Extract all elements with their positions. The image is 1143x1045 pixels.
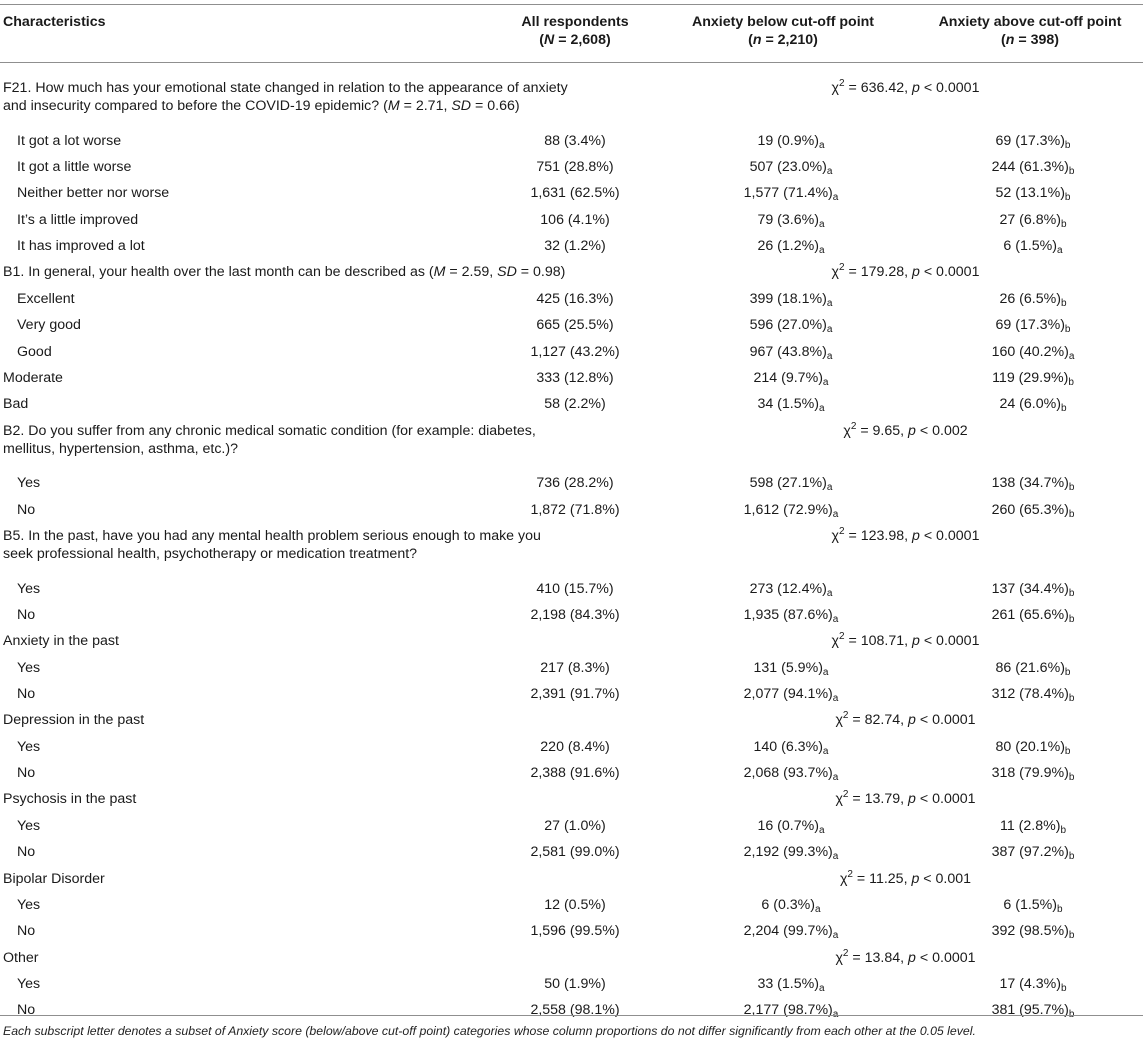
header-anxiety-above <box>915 13 1143 49</box>
cell-anxiety-above: 260 $(65.3\%)_b$ <box>991 501 1075 520</box>
subscript-letter: b <box>1068 1009 1075 1021</box>
subscript-letter: b <box>1060 403 1067 415</box>
header-characteristics: Characteristics <box>3 14 106 30</box>
section-title-line: Anxiety in the past <box>3 633 119 650</box>
row-label: It’s a little improved <box>17 211 139 228</box>
cell-anxiety-below: 2,077 $(94.1\%)_a$ <box>743 686 839 705</box>
cell-anxiety-above: 6 $(1.5\%)_a$ <box>1003 238 1063 257</box>
cell-anxiety-below: 2,177 $(98.7\%)_a$ <box>743 1002 839 1021</box>
cell-anxiety-below: 399 $(18.1\%)_a$ <box>749 290 833 309</box>
cell-all-respondents: 88 (3.4%) <box>544 132 606 149</box>
section-title-line: mellitus, hypertension, asthma, etc.)? <box>3 440 238 457</box>
cell-anxiety-below: 2,192 $(99.3\%)_a$ <box>743 844 839 863</box>
chi-square-statistic: $\chi^2 = 108.71$, p < 0.0001 <box>831 631 980 650</box>
footnote: Each subscript letter denotes a subset of Anxiety score (below/above cut-off point) categories whose column proportions do not differ significantly from each other at the 0.05 level. <box>3 1024 976 1038</box>
cell-all-respondents: 27 (1.0%) <box>544 817 606 834</box>
cell-all-respondents: 333 (12.8%) <box>536 369 614 386</box>
cell-anxiety-above: 261 $(65.6\%)_b$ <box>991 607 1075 625</box>
cell-all-respondents: 12 (0.5%) <box>544 896 606 913</box>
subscript-letter: b <box>1064 139 1071 151</box>
section-title-line: Bipolar Disorder <box>3 870 105 887</box>
cell-all-respondents: 736 (28.2%) <box>536 475 614 492</box>
cell-anxiety-above: 24 $(6.0\%)_b$ <box>999 396 1067 415</box>
section-title <box>3 949 38 967</box>
subscript-letter: a <box>818 139 825 151</box>
subscript-letter: b <box>1068 376 1074 388</box>
cell-anxiety-above: 392 $(98.5\%)_b$ <box>991 923 1075 942</box>
header-anxiety-below-n: (n = 2,210) <box>748 32 818 48</box>
superscript-2: 2 <box>838 262 845 274</box>
row-label: Yes <box>17 738 41 755</box>
cell-anxiety-below: 2,204 $(99.7\%)_a$ <box>743 923 839 942</box>
cell-anxiety-above: 86 $(21.6\%)_b$ <box>995 659 1071 678</box>
section-title <box>3 79 568 115</box>
cell-all-respondents: 58 (2.2%) <box>544 396 606 413</box>
row-label: No <box>17 765 36 782</box>
row-label: It got a lot worse <box>17 132 122 149</box>
row-label: It has improved a lot <box>17 238 145 255</box>
cell-anxiety-below: 2,068 $(93.7\%)_a$ <box>743 765 839 784</box>
cell-anxiety-above: 17 $(4.3\%)_b$ <box>999 975 1067 994</box>
row-label: Yes <box>17 975 41 992</box>
subscript-letter: a <box>818 218 825 230</box>
header-all-respondents-n: (N = 2,608) <box>539 32 611 48</box>
section-title <box>3 870 105 888</box>
subscript-letter: a <box>832 693 839 705</box>
cell-all-respondents: 1,596 (99.5%) <box>530 923 620 940</box>
subscript-letter: a <box>822 376 829 388</box>
subscript-letter: a <box>832 851 839 863</box>
subscript-letter: a <box>826 350 833 362</box>
section-title <box>3 632 119 650</box>
section-title-line: seek professional health, psychotherapy or medication treatment? <box>3 545 418 562</box>
subscript-letter: a <box>818 824 825 836</box>
cell-anxiety-above: 137 $(34.4\%)_b$ <box>991 580 1075 599</box>
row-label: Yes <box>17 659 41 676</box>
subscript-letter: b <box>1060 218 1067 230</box>
subscript-letter: b <box>1064 745 1071 757</box>
chi-square-statistic: $\chi^2 = 13.84$, p < 0.0001 <box>835 947 976 966</box>
cell-all-respondents: 50 (1.9%) <box>544 975 606 992</box>
subscript-letter: a <box>832 772 839 784</box>
subscript-letter: a <box>832 192 839 204</box>
cell-all-respondents: 410 (15.7%) <box>536 580 614 597</box>
subscript-letter: b <box>1060 982 1067 994</box>
header-anxiety-below-title: Anxiety below cut-off point <box>691 14 875 30</box>
section-title <box>3 422 536 458</box>
cell-anxiety-above: 138 $(34.7\%)_b$ <box>991 475 1075 494</box>
top-rule <box>0 4 1143 5</box>
section-title <box>3 263 565 281</box>
cell-anxiety-below: 1,612 $(72.9\%)_a$ <box>743 501 839 520</box>
subscript-letter: a <box>826 482 833 494</box>
cell-anxiety-below: 1,935 $(87.6\%)_a$ <box>743 607 839 625</box>
superscript-2: 2 <box>838 78 845 89</box>
cell-anxiety-above: 6 $(1.5\%)_b$ <box>1003 896 1063 915</box>
subscript-letter: b <box>1060 824 1067 836</box>
row-label: Neither better nor worse <box>17 185 170 202</box>
header-anxiety-below <box>668 13 898 49</box>
cell-anxiety-below: 79 $(3.6\%)_a$ <box>757 211 825 230</box>
subscript-letter: a <box>1068 350 1075 362</box>
row-label: No <box>17 844 36 861</box>
cell-anxiety-below: 26 $(1.2\%)_a$ <box>757 238 825 257</box>
subscript-letter: b <box>1057 903 1063 915</box>
subscript-letter: a <box>826 297 833 309</box>
cell-all-respondents: 220 (8.4%) <box>540 738 610 755</box>
superscript-2: 2 <box>842 947 849 959</box>
superscript-2: 2 <box>842 710 849 722</box>
section-title-line: F21. How much has your emotional state changed in relation to the appearance of anxiety <box>3 80 568 96</box>
subscript-letter: a <box>826 324 833 336</box>
cell-anxiety-above: 318 $(79.9\%)_b$ <box>991 765 1075 784</box>
subscript-letter: a <box>818 403 825 415</box>
subscript-letter: a <box>826 166 833 178</box>
cell-anxiety-above: 80 $(20.1\%)_b$ <box>995 738 1071 757</box>
row-label: Good <box>17 343 52 360</box>
bottom-rule <box>0 1015 1143 1016</box>
header-all-respondents <box>472 13 678 49</box>
cell-anxiety-below: 140 $(6.3\%)_a$ <box>753 738 829 757</box>
row-label: No <box>17 923 36 940</box>
subscript-letter: b <box>1060 297 1067 309</box>
row-label: Moderate <box>3 369 63 386</box>
section-title-line: Psychosis in the past <box>3 791 137 808</box>
cell-anxiety-below: 131 $(5.9\%)_a$ <box>753 659 829 678</box>
subscript-letter: b <box>1068 482 1075 494</box>
subscript-letter: a <box>818 982 825 994</box>
section-title-line: B2. Do you suffer from any chronic medical somatic condition (for example: diabetes, <box>3 422 536 439</box>
row-label: Bad <box>3 396 29 413</box>
row-label: No <box>17 1002 36 1019</box>
cell-anxiety-below: 33 $(1.5\%)_a$ <box>757 975 825 994</box>
subscript-letter: a <box>832 930 839 942</box>
cell-anxiety-below: 1,577 $(71.4\%)_a$ <box>743 185 839 204</box>
cell-all-respondents: 1,631 (62.5%) <box>530 185 620 202</box>
cell-anxiety-below: 598 $(27.1\%)_a$ <box>749 475 833 494</box>
cell-all-respondents: 2,388 (91.6%) <box>530 765 620 782</box>
header-rule <box>0 62 1143 63</box>
cell-all-respondents: 1,872 (71.8%) <box>530 501 620 518</box>
chi-square-statistic: $\chi^2 = 123.98$, p < 0.0001 <box>831 525 980 544</box>
chi-square-statistic: $\chi^2 = 9.65$, p < 0.002 <box>843 420 968 439</box>
subscript-letter: a <box>832 614 839 625</box>
cell-anxiety-below: 507 $(23.0\%)_a$ <box>749 159 833 178</box>
subscript-letter: a <box>826 587 833 599</box>
subscript-letter: b <box>1064 666 1071 678</box>
row-label: Yes <box>17 580 41 597</box>
cell-anxiety-above: 160 $(40.2\%)_a$ <box>991 343 1075 362</box>
cell-anxiety-above: 69 $(17.3\%)_b$ <box>995 317 1071 336</box>
header-anxiety-above-n: (n = 398) <box>1001 32 1059 48</box>
cell-all-respondents: 2,198 (84.3%) <box>530 607 620 623</box>
header-anxiety-above-title: Anxiety above cut-off point <box>938 14 1122 30</box>
section-title <box>3 711 144 729</box>
cell-anxiety-below: 19 $(0.9\%)_a$ <box>757 132 825 151</box>
subscript-letter: b <box>1068 508 1075 520</box>
subscript-letter: a <box>818 245 825 257</box>
cell-anxiety-above: 69 $(17.3\%)_b$ <box>995 132 1071 151</box>
subscript-letter: b <box>1068 772 1075 784</box>
subscript-letter: a <box>1057 245 1063 257</box>
cell-anxiety-above: 27 $(6.8\%)_b$ <box>999 211 1067 230</box>
row-label: Very good <box>17 317 81 334</box>
cell-anxiety-above: 244 $(61.3\%)_b$ <box>991 159 1075 178</box>
chi-square-statistic: $\chi^2 = 82.74$, p < 0.0001 <box>835 710 976 729</box>
cell-anxiety-below: 596 $(27.0\%)_a$ <box>749 317 833 336</box>
superscript-2: 2 <box>850 420 857 432</box>
chi-square-statistic: $\chi^2 = 636.42$, p < 0.0001 <box>831 78 980 96</box>
cell-anxiety-above: 52 $(13.1\%)_b$ <box>995 185 1071 204</box>
chi-square-statistic: $\chi^2 = 179.28$, p < 0.0001 <box>831 262 980 281</box>
section-title-line: B1. In general, your health over the last month can be described as (M = 2.59, SD = 0.98) <box>3 264 566 281</box>
cell-all-respondents: 32 (1.2%) <box>544 238 606 255</box>
row-label: It got a little worse <box>17 159 132 176</box>
row-label: No <box>17 686 36 703</box>
cell-anxiety-above: 312 $(78.4\%)_b$ <box>991 686 1075 705</box>
cell-anxiety-above: 26 $(6.5\%)_b$ <box>999 290 1067 309</box>
cell-all-respondents: 1,127 (43.2%) <box>530 343 620 360</box>
cell-anxiety-above: 381 $(95.7\%)_b$ <box>991 1002 1075 1021</box>
cell-anxiety-below: 6 $(0.3\%)_a$ <box>761 896 821 915</box>
header-all-respondents-title: All respondents <box>521 14 629 30</box>
chi-square-statistic: $\chi^2 = 11.25$, p < 0.001 <box>839 868 972 887</box>
cell-anxiety-below: 16 $(0.7\%)_a$ <box>757 817 825 836</box>
section-title-line: Depression in the past <box>3 712 145 729</box>
row-label: Yes <box>17 896 41 913</box>
cell-all-respondents: 2,581 (99.0%) <box>530 844 620 861</box>
subscript-letter: a <box>832 508 839 520</box>
chi-square-statistic: $\chi^2 = 13.79$, p < 0.0001 <box>835 789 976 808</box>
section-title <box>3 790 136 808</box>
subscript-letter: a <box>822 745 829 757</box>
subscript-letter: b <box>1068 930 1075 942</box>
section-title-line: and insecurity compared to before the COVID-19 epidemic? (M = 2.71, SD = 0.66) <box>3 98 520 114</box>
row-label: No <box>17 607 36 623</box>
cell-all-respondents: 106 (4.1%) <box>540 211 610 228</box>
section-title-line: B5. In the past, have you had any mental health problem serious enough to make you <box>3 527 541 544</box>
subscript-letter: b <box>1068 614 1075 625</box>
cell-all-respondents: 425 (16.3%) <box>536 290 614 307</box>
section-title-line: Other <box>3 949 39 966</box>
cell-all-respondents: 217 (8.3%) <box>540 659 610 676</box>
cell-all-respondents: 2,558 (98.1%) <box>530 1002 620 1019</box>
cell-anxiety-below: 214 $(9.7\%)_a$ <box>753 369 829 388</box>
section-title <box>3 527 541 563</box>
row-label: Yes <box>17 475 41 492</box>
superscript-2: 2 <box>838 631 845 643</box>
cell-all-respondents: 2,391 (91.7%) <box>530 686 620 703</box>
superscript-2: 2 <box>842 789 849 801</box>
subscript-letter: b <box>1064 324 1071 336</box>
subscript-letter: b <box>1068 851 1075 863</box>
cell-all-respondents: 665 (25.5%) <box>536 317 614 334</box>
subscript-letter: a <box>822 666 829 678</box>
cell-anxiety-below: 34 $(1.5\%)_a$ <box>757 396 825 415</box>
cell-anxiety-above: 387 $(97.2\%)_b$ <box>991 844 1075 863</box>
subscript-letter: b <box>1068 166 1075 178</box>
cell-anxiety-below: 273 $(12.4\%)_a$ <box>749 580 833 599</box>
subscript-letter: b <box>1064 192 1071 204</box>
row-label: Excellent <box>17 290 75 307</box>
row-label: Yes <box>17 817 41 834</box>
subscript-letter: b <box>1068 587 1075 599</box>
cell-anxiety-below: 967 $(43.8\%)_a$ <box>749 343 833 362</box>
superscript-2: 2 <box>847 868 853 880</box>
row-label: No <box>17 501 36 518</box>
cell-anxiety-above: 11 $(2.8\%)_b$ <box>999 817 1067 836</box>
cell-all-respondents: 751 (28.8%) <box>536 159 614 176</box>
subscript-letter: a <box>815 903 821 915</box>
subscript-letter: b <box>1068 693 1075 705</box>
subscript-letter: a <box>832 1009 839 1021</box>
cell-anxiety-above: 119 $(29.9\%)_b$ <box>992 369 1074 388</box>
superscript-2: 2 <box>838 525 845 537</box>
